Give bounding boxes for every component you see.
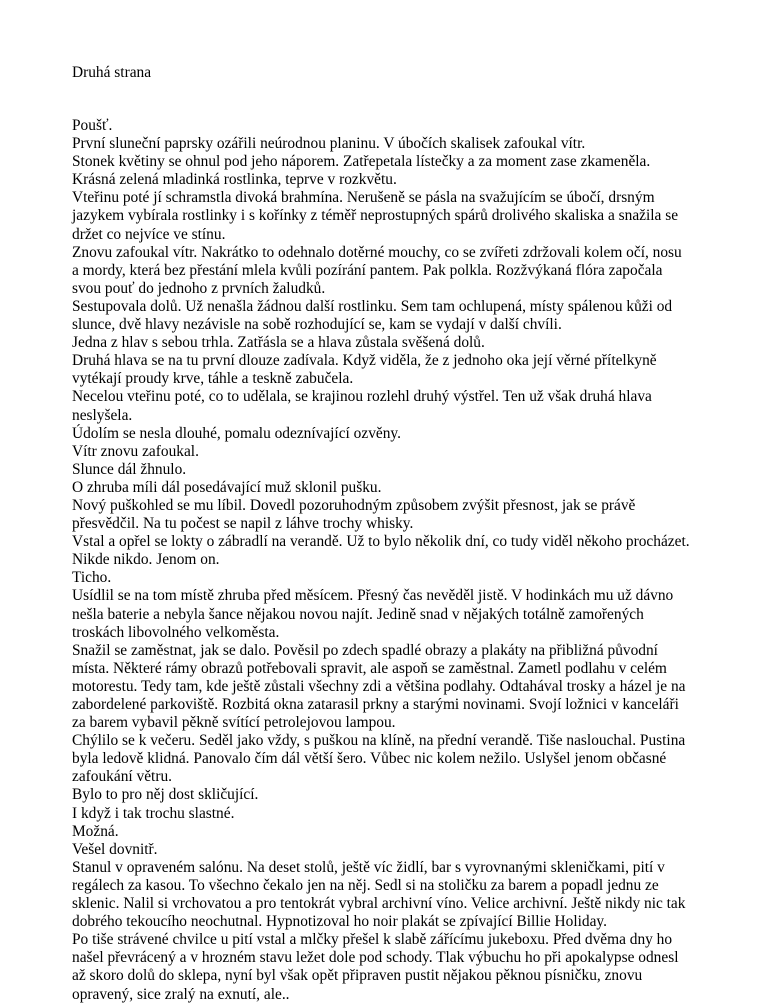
paragraph: Nový puškohled se mu líbil. Dovedl pozoruhodným způsobem zvýšit přesnost, jak se právě přesvědčil. Na tu počest se napil z láhve trochy whisky. bbox=[72, 496, 636, 533]
paragraph: Bylo to pro něj dost skličující. bbox=[72, 786, 259, 804]
paragraph: Po tiše strávené chvilce u pití vstal a mlčky přešel k slabě zářícímu jukeboxu. Před dvěma dny ho našel převrácený a v hrozném stavu ležet dole pod schody. Tlak výbuchu ho při apokalypse odnesl až skoro dolů do sklepa, nyní byl však opět připraven pustit nějakou pěknou písničku, znovu opravený, sice zralý na exnutí, ale.. bbox=[72, 931, 679, 1003]
page-title: Druhá strana bbox=[72, 64, 152, 81]
paragraph: Necelou vteřinu poté, co to udělala, se krajinou rozlehl druhý výstřel. Ten už však druhá hlava neslyšela. bbox=[72, 388, 652, 424]
paragraph: Sestupovala dolů. Už nenašla žádnou další rostlinku. Sem tam ochlupená, místy spálenou kůži od slunce, dvě hlavy nezávisle na sobě rozhodující se, kam se vydají v další chvíli. bbox=[72, 297, 673, 334]
paragraph: Druhá hlava se na tu první dlouze zadívala. Když viděla, že z jednoho oka její věrné přítelkyně vytékají proudy krve, táhle a teskně zabučela. bbox=[72, 352, 657, 388]
paragraph: Slunce dál žhnulo. bbox=[72, 460, 187, 478]
paragraph: Znovu zafoukal vítr. Nakrátko to odehnalo dotěrné mouchy, co se zvířeti zdržovali kolem očí, nosu a mordy, která bez přestání mlela kvůli pozírání pantem. Pak polkla. Rozžvýkaná flóra započala svou pouť do jednoho z prvních žaludků. bbox=[72, 243, 682, 297]
paragraph: Údolím se nesla dlouhé, pomalu odeznívající ozvěny. bbox=[72, 424, 401, 442]
paragraph: I když i tak trochu slastné. bbox=[72, 804, 235, 822]
paragraph: Vítr znovu zafoukal. bbox=[72, 442, 199, 460]
story-body bbox=[72, 117, 692, 1004]
paragraph: Usídlil se na tom místě zhruba před měsícem. Přesný čas nevěděl jistě. V hodinkách mu už dávno nešla baterie a nebyla šance nějakou novou najít. Jedině snad v nějakých totálně zamořených troskách libovolného velkoměsta. bbox=[72, 587, 674, 641]
paragraph: Ticho. bbox=[72, 569, 112, 587]
paragraph: Jedna z hlav s sebou trhla. Zatřásla se a hlava zůstala svěšená dolů. bbox=[72, 334, 485, 352]
paragraph: Vteřinu poté jí schramstla divoká brahmína. Nerušeně se pásla na svažujícím se úbočí, drsným jazykem vybírala rostlinky i s kořínky z téměř neprostupných spárů drolivého skaliska a snažila se držet co nejvíce ve stínu. bbox=[72, 189, 679, 243]
paragraph: Stanul v opraveném salónu. Na deset stolů, ještě víc židlí, bar s vyrovnanými skleničkami, pití v regálech za kasou. To všechno čekalo jen na něj. Sedl si na stoličku za barem a popadl jednu ze sklenic. Nalil si vrchovatou a pro tentokrát vybral archivní víno. Velice archivní. Ještě nikdy nic tak dobrého tekoucího neochutnal. Hypnotizoval ho noir plakát se zpívající Billie Holiday. bbox=[72, 858, 686, 931]
paragraph: Vešel dovnitř. bbox=[72, 840, 158, 858]
paragraph: Možná. bbox=[72, 822, 119, 840]
paragraph: Stonek květiny se ohnul pod jeho náporem. Zatřepetala lístečky a za moment zase zkameněla. Krásná zelená mladinká rostlinka, teprve v rozkvětu. bbox=[72, 153, 651, 189]
paragraph: Vstal a opřel se lokty o zábradlí na verandě. Už to bylo několik dní, co tudy viděl někoho procházet. Nikde nikdo. Jenom on. bbox=[72, 533, 690, 569]
paragraph: O zhruba míli dál posedávající muž sklonil pušku. bbox=[72, 478, 382, 496]
paragraph: První sluneční paprsky ozářili neúrodnou planinu. V úbočích skalisek zafoukal vítr. bbox=[72, 135, 586, 153]
paragraph: Snažil se zaměstnat, jak se dalo. Pověsil po zdech spadlé obrazy a plakáty na přibližná původní místa. Některé rámy obrazů potřebovali spravit, ale aspoň se zaměstnal. Zametl podlahu v celém motorestu. Tedy tam, kde ještě zůstali všechny zdi a většina podlahy. Odtahával trosky a házel je na zabordelené parkoviště. Rozbitá okna zatarasil prkny a starými novinami. Svojí ložnici v kanceláři za barem vybavil pěkně svítící petrolejovou lampou. bbox=[72, 641, 686, 732]
paragraph: Chýlilo se k večeru. Seděl jako vždy, s puškou na klíně, na přední verandě. Tiše naslouchal. Pustina byla ledově klidná. Panovalo čím dál větší šero. Vůbec nic kolem nežilo. Uslyšel jenom občasné zafoukání větru. bbox=[72, 732, 686, 786]
paragraph: Poušť. bbox=[72, 117, 113, 134]
